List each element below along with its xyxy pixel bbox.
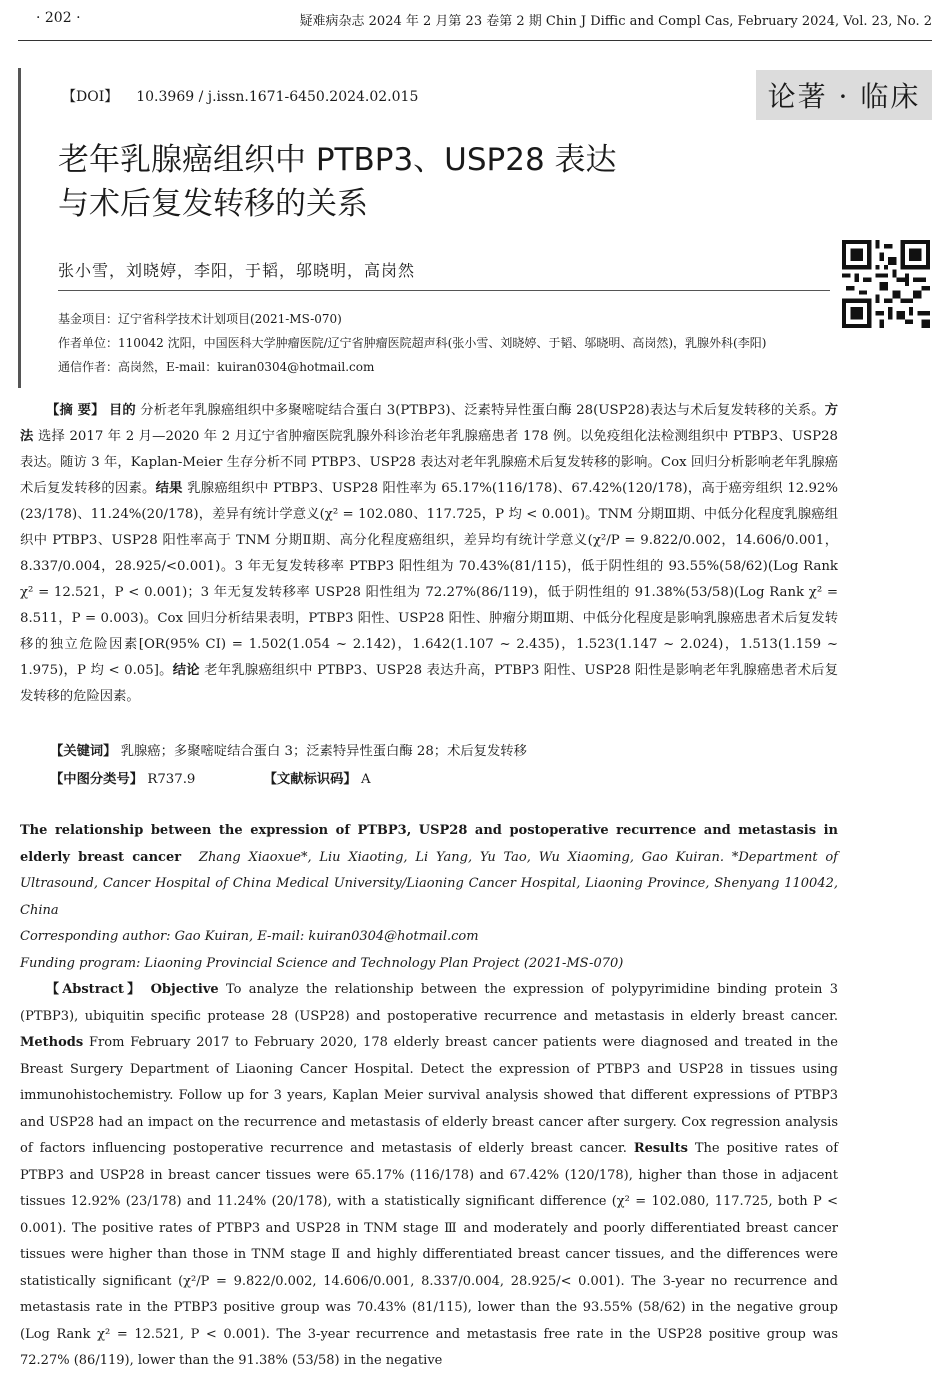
authors-divider	[58, 290, 830, 291]
english-methods-label: Methods	[20, 1035, 84, 1050]
english-affiliation: *Department of Ultrasound, Cancer Hospital of China Medical University/Liaoning Cancer Hospital, Liaoning Province, Shenyang 110042, China	[20, 849, 838, 918]
english-methods: From February 2017 to February 2020, 178 elderly breast cancer patients were diagnosed and treated in the Breast Surgery Department of Liaoning Cancer Hospital. Detect the expression of PTBP3 and USP28 in tissues using immunohistochemistry. Follow up for 3 years, Kaplan Meier survival analysis showed that different expressions of PTBP3 and USP28 had an impact on the recurrence and metastasis of elderly breast cancer after surgery. Cox regression analysis of factors influencing postoperative recurrence and metastasis of elderly breast cancer.	[20, 1035, 838, 1156]
abstract-chinese	[20, 398, 838, 710]
english-title: The relationship between the expression of PTBP3, USP28 and postoperative recurrence and metastasis in elderly breast cancer	[20, 823, 838, 865]
english-authors: Zhang Xiaoxue*, Liu Xiaoting, Li Yang, Yu Tao, Wu Xiaoming, Gao Kuiran.	[198, 849, 724, 865]
objective-text: 分析老年乳腺癌组织中多聚嘧啶结合蛋白 3(PTBP3)、泛素特异性蛋白酶 28(USP28)表达与术后复发转移的关系。	[140, 403, 825, 418]
classification	[20, 768, 371, 787]
doi-value[interactable]: 10.3969 / j.issn.1671-6450.2024.02.015	[136, 89, 419, 105]
objective-label: 目的	[108, 403, 136, 418]
doi-label: 【DOI】	[62, 89, 119, 105]
doc-code-label: 【文献标识码】	[263, 772, 357, 787]
title-line-2: 与术后复发转移的关系	[58, 186, 368, 222]
header-divider	[18, 40, 932, 41]
page-number: · 202 ·	[36, 10, 81, 26]
results-text: 乳腺癌组织中 PTBP3、USP28 阳性率为 65.17%(116/178)、67.42%(120/178)，高于癌旁组织 12.92%(23/178)、11.24%(20/178)，差异有统计学意义(χ² = 102.080、117.725，P 均 < 0.001)。TNM 分期Ⅲ期、中低分化程度乳腺癌组织中 PTBP3、USP28 阳性率高于 TNM 分期Ⅱ期、高分化程度癌组织，差异均有统计学意义(χ²/P = 9.822/0.002，14.606/0.001，8.337/0.004，28.925/<0.001)。3 年无复发转移率 PTBP3 阳性组为 70.43%(81/115)，低于阴性组的 93.55%(58/62)(Log Rank χ² = 12.521，P < 0.001)；3 年无复发转移率 USP28 阳性组为 72.27%(86/119)，低于阴性组的 91.38%(53/58)(Log Rank χ² = 8.511，P = 0.003)。Cox 回归分析结果表明，PTBP3 阳性、USP28 阳性、肿瘤分期Ⅲ期、中低分化程度是影响乳腺癌患者术后复发转移的独立危险因素[OR(95% CI) = 1.502(1.054 ~ 2.142)，1.642(1.107 ~ 2.435)，1.523(1.147 ~ 2.024)，1.513(1.159 ~ 1.975)，P 均 < 0.05]。	[20, 481, 839, 678]
english-abstract-label: 【Abstract】	[46, 982, 144, 997]
correspondence: 通信作者：高岗然，E-mail：kuiran0304@hotmail.com	[58, 360, 375, 374]
left-accent-bar	[18, 68, 21, 388]
english-objective-label: Objective	[150, 982, 219, 997]
keywords-value: 乳腺癌；多聚嘧啶结合蛋白 3；泛素特异性蛋白酶 28；术后复发转移	[120, 744, 527, 759]
conclusion-label: 结论	[172, 663, 200, 678]
keywords-label: 【关键词】	[50, 744, 117, 759]
article-title	[58, 138, 698, 226]
english-objective: To analyze the relationship between the expression of polypyrimidine binding protein 3 (PTBP3), ubiquitin specific protease 28 (USP28) and postoperative recurrence and metastasis in elderly breast cancer.	[20, 982, 838, 1024]
doc-code-value: A	[360, 772, 371, 787]
title-line-1: 老年乳腺癌组织中 PTBP3、USP28 表达	[58, 142, 617, 178]
section-badge: 论著 · 临床	[756, 70, 932, 120]
methods-text: 选择 2017 年 2 月—2020 年 2 月辽宁省肿瘤医院乳腺外科诊治老年乳腺癌患者 178 例。以免疫组化法检测组织中 PTBP3、USP28 表达。随访 3 年，Kaplan-Meier 生存分析不同 PTBP3、USP28 表达对老年乳腺癌术后复发转移的影响。Cox 回归分析影响老年乳腺癌术后复发转移的因素。	[20, 429, 839, 496]
english-section	[20, 818, 838, 1375]
keywords	[20, 740, 527, 759]
methods-label: 方法	[20, 403, 838, 444]
english-title-block	[20, 818, 838, 924]
clc-value: R737.9	[147, 772, 196, 787]
results-label: 结果	[155, 481, 183, 496]
clc-label: 【中图分类号】	[50, 772, 144, 787]
english-correspondence: Corresponding author: Gao Kuiran, E-mail: kuiran0304@hotmail.com	[20, 929, 479, 944]
english-results: The positive rates of PTBP3 and USP28 in breast cancer tissues were 65.17% (116/178) and 67.42% (120/178), higher than those in adjacent tissues 12.92% (23/178) and 11.24% (20/178), with a statistically significant difference (χ² = 102.080, 117.725, both P < 0.001). The positive rates of PTBP3 and USP28 in TNM stage Ⅲ and moderately and poorly differentiated breast cancer tissues were higher than those in TNM stage Ⅱ and highly differentiated breast cancer tissues, and the differences were statistically significant (χ²/P = 9.822/0.002, 14.606/0.001, 8.337/0.004, 28.925/< 0.001). The 3-year no recurrence and metastasis rate in the PTBP3 positive group was 70.43% (81/115), lower than the 93.55% (58/62) in the negative group (Log Rank χ² = 12.521, P < 0.001). The 3-year recurrence and metastasis free rate in the USP28 positive group was 72.27% (86/119), lower than the 91.38% (53/58) in the negative	[20, 1141, 839, 1368]
english-abstract	[20, 977, 838, 1375]
qr-code-icon[interactable]	[842, 240, 930, 328]
affiliation: 作者单位：110042 沈阳，中国医科大学肿瘤医院/辽宁省肿瘤医院超声科(张小雪、刘晓婷、于韬、邬晓明、高岗然)，乳腺外科(李阳)	[58, 336, 767, 350]
english-funding: Funding program: Liaoning Provincial Science and Technology Plan Project (2021-MS-070)	[20, 955, 624, 971]
funding: 基金项目：辽宁省科学技术计划项目(2021-MS-070)	[58, 312, 342, 326]
abstract-label: 【摘 要】	[46, 403, 105, 418]
doi	[62, 86, 418, 106]
english-results-label: Results	[633, 1141, 688, 1156]
journal-header: 疑难病杂志 2024 年 2 月第 23 卷第 2 期 Chin J Diffic and Compl Cas, February 2024, Vol. 23, No. 2	[299, 14, 932, 29]
authors: 张小雪，刘晓婷，李阳，于韬，邬晓明，高岗然	[58, 261, 416, 280]
conclusion-text: 老年乳腺癌组织中 PTBP3、USP28 表达升高，PTBP3 阳性、USP28 阳性是影响老年乳腺癌患者术后复发转移的危险因素。	[20, 663, 838, 704]
